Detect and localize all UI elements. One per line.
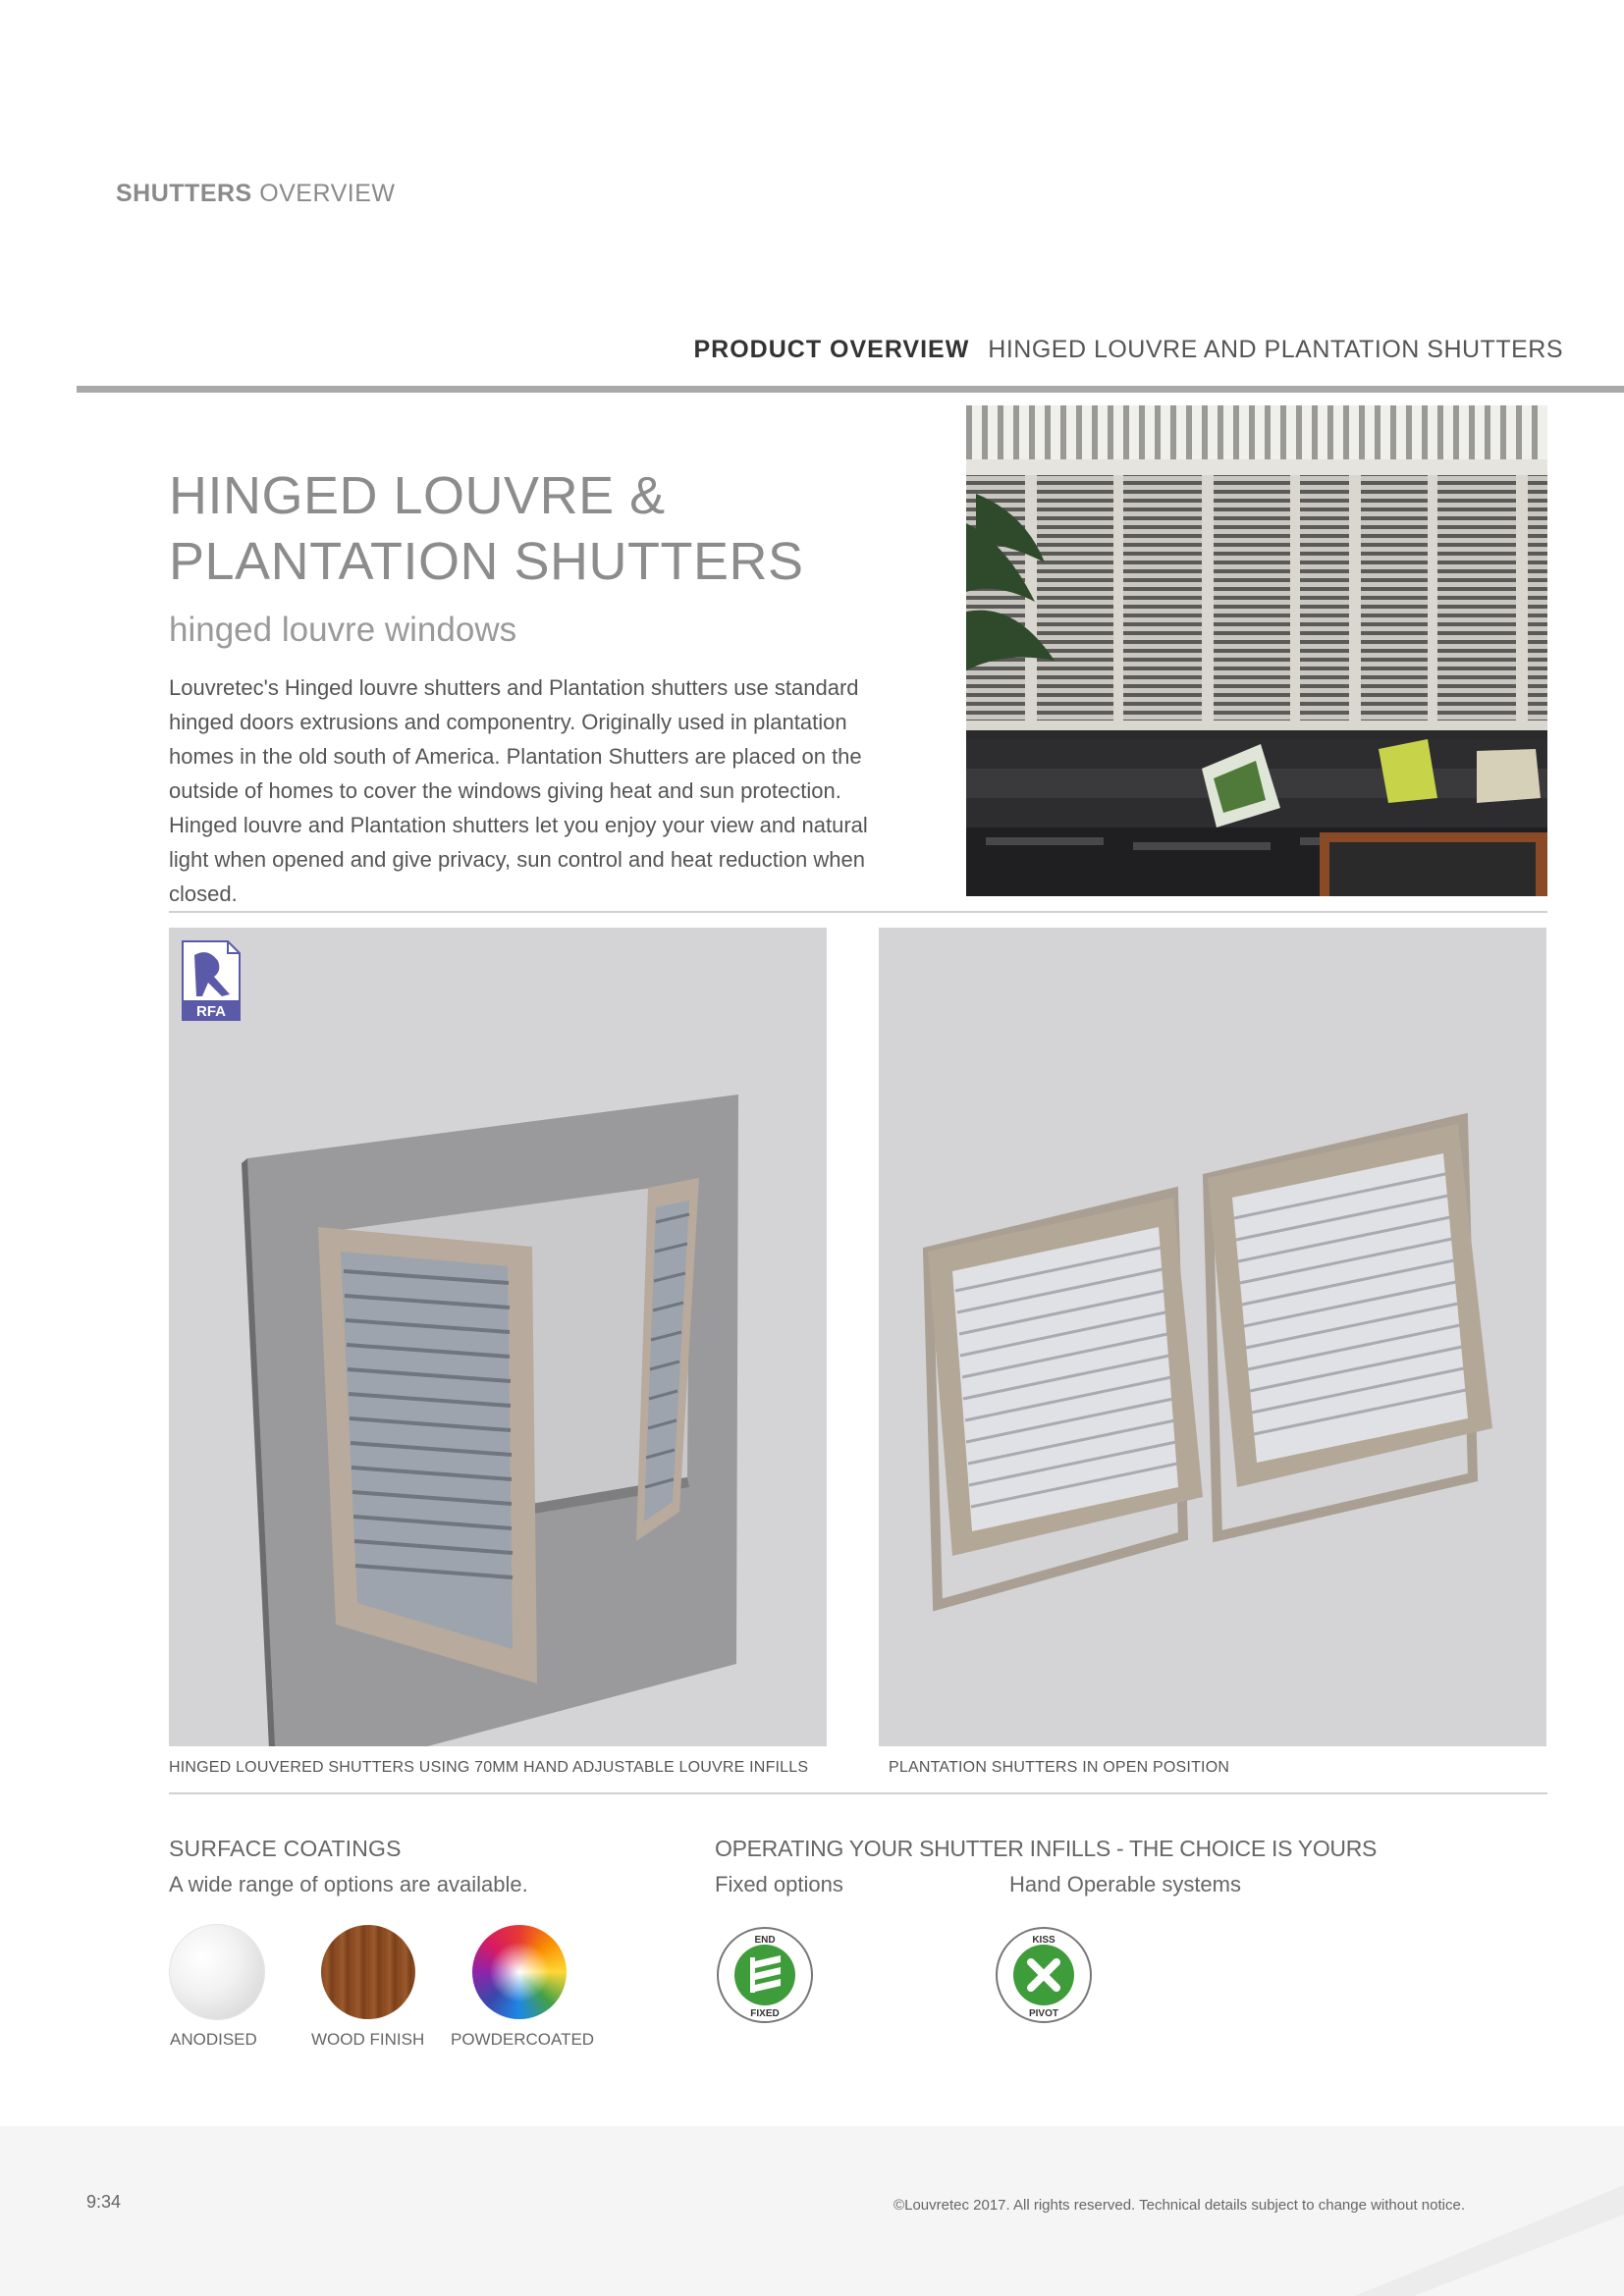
end-fixed-icon [716,1926,814,2024]
kiss-pivot-icon [995,1926,1093,2024]
section-divider-2 [169,1792,1547,1794]
rfa-label: RFA [196,1003,226,1020]
wood-finish-label: WOOD FINISH [311,2030,425,2049]
section-label [116,180,395,208]
page-number: 9:34 [86,2192,122,2212]
section-label-bold: SHUTTERS [116,180,252,207]
plantation-shutters-render [879,928,1546,1746]
anodised-label: ANODISED [170,2030,257,2049]
right-render-caption: PLANTATION SHUTTERS IN OPEN POSITION [889,1759,1230,1776]
hinged-shutters-render [169,928,827,1746]
title-line-2: PLANTATION SHUTTERS [169,532,804,591]
kiss-pivot-bottom-text: PIVOT [1028,2008,1059,2019]
kiss-pivot-top-text: KISS [1032,1935,1056,1946]
fixed-options-label: Fixed options [715,1872,843,1896]
left-render-caption: HINGED LOUVERED SHUTTERS USING 70MM HAND ADJUSTABLE LOUVRE INFILLS [169,1759,809,1776]
anodised-swatch [170,1925,264,2019]
overview-light: HINGED LOUVRE AND PLANTATION SHUTTERS [988,336,1563,363]
title-line-1: HINGED LOUVRE & [169,466,666,525]
end-fixed-top-text: END [754,1935,776,1946]
product-overview-header [693,336,1563,364]
coatings-heading: SURFACE COATINGS [169,1836,402,1861]
wood-finish-swatch [321,1925,415,2019]
end-fixed-bottom-text: FIXED [750,2008,780,2019]
coatings-subheading: A wide range of options are available. [169,1872,528,1896]
page-subtitle: hinged louvre windows [169,611,517,649]
page-title [169,463,804,595]
section-divider-1 [169,911,1547,913]
operating-heading: OPERATING YOUR SHUTTER INFILLS - THE CHOICE IS YOURS [715,1836,1378,1861]
overview-bold: PRODUCT OVERVIEW [693,336,970,363]
shutters-photo [966,405,1547,896]
intro-paragraph: Louvretec's Hinged louvre shutters and Plantation shutters use standard hinged doors extrusions and componentry. Originally used in plantation homes in the old south of America. Plantation Shutters are placed on the outside of homes to cover the windows giving heat and sun protection. Hinged louvre and Plantation shutters let you enjoy your view and natural light when opened and give privacy, sun control and heat reduction when closed. [169,675,868,906]
powdercoated-swatch [472,1925,567,2019]
copyright-notice: ©Louvretec 2017. All rights reserved. Technical details subject to change without notice. [893,2197,1465,2214]
rfa-icon [183,941,240,1020]
header-divider [77,386,1624,393]
section-label-light: OVERVIEW [259,180,396,207]
powdercoated-label: POWDERCOATED [451,2030,595,2049]
hand-operable-label: Hand Operable systems [1009,1872,1241,1896]
